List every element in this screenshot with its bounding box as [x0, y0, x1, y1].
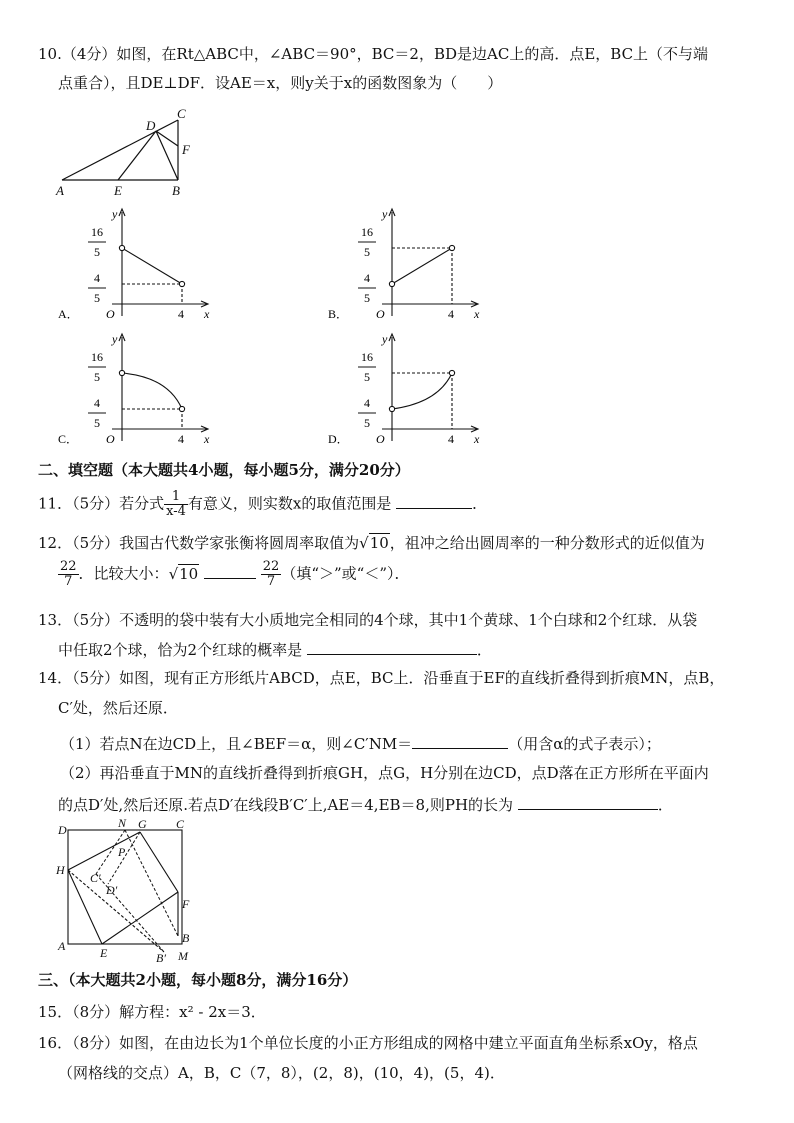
sq-label-P: P: [118, 845, 126, 859]
x-tick-label: 4: [178, 432, 184, 446]
graph-option-d: [328, 331, 488, 449]
sq-label-A: A: [58, 939, 66, 953]
q16-line2: （网格线的交点）A，B，C（7，8），(2，8)，(10，4)，(5，4)．: [58, 1064, 505, 1082]
y-tick-low-num: 4: [94, 396, 100, 410]
q10-line2: 点重合），且DE⊥DF．设AE＝x，则y关于x的函数图象为（ ）: [58, 74, 503, 92]
y-tick-top-num: 16: [91, 350, 103, 364]
q13-line1: 13．（5分）不透明的袋中装有大小质地完全相同的4个球，其中1个黄球、1个白球和2个红球．从袋: [38, 611, 698, 629]
q13-line2: [58, 638, 492, 660]
q14-sub1-tail: （用含α的式子表示）；: [508, 735, 661, 753]
q13-end: ．: [476, 641, 492, 659]
frac-num: 22: [60, 559, 77, 574]
sq-label-H: H: [56, 863, 65, 877]
q10-line1: 10.（4分）如图，在Rt△ABC中，∠ABC＝90°，BC＝2，BD是边AC上的高．点E，BC上（不与端: [38, 45, 709, 63]
sq-label-B: B: [182, 931, 190, 945]
sq-label-Cp: C′: [90, 871, 101, 885]
origin-label: O: [106, 432, 115, 446]
sq-label-D: D: [58, 823, 67, 837]
label-C: C: [177, 106, 186, 121]
frac-num: 22: [262, 559, 280, 574]
y-tick-top-num: 16: [361, 350, 373, 364]
q13-answer-blank[interactable]: [307, 638, 477, 655]
y-axis-label: y: [112, 332, 118, 346]
q11-answer-blank[interactable]: [396, 492, 472, 509]
graph-option-c: [58, 331, 218, 449]
q12-fraction-2: [261, 560, 282, 589]
sq-label-F: F: [182, 897, 190, 911]
y-axis-label: y: [382, 207, 388, 221]
q12-fraction: [58, 560, 79, 589]
x-axis-label: x: [474, 307, 480, 321]
radicand: 10: [369, 534, 389, 552]
q11: [38, 490, 487, 519]
q13-text: 中任取2个球，恰为2个红球的概率是: [58, 641, 303, 659]
option-label-b: B．: [328, 307, 349, 321]
q14-sub2-line2: [58, 793, 673, 815]
q14-line2: C′处，然后还原．: [58, 699, 178, 717]
x-axis-label: x: [204, 307, 210, 321]
graph-option-a: [58, 206, 218, 324]
y-tick-low-num: 4: [364, 396, 370, 410]
q12-line1: [38, 533, 705, 553]
q16-line1: 16．（8分）如图，在由边长为1个单位长度的小正方形组成的网格中建立平面直角坐标系xOy，格点: [38, 1034, 698, 1052]
q12-tail: （填“＞”或“＜”）．: [281, 564, 410, 583]
sqrt-10: √10: [359, 534, 389, 552]
q11-prefix: 11．（5分）若分式: [38, 494, 165, 513]
y-tick-top-den: 5: [94, 245, 100, 259]
graph-option-b: [328, 206, 488, 324]
q14-sub1-text: （1）若点N在边CD上，且∠BEF＝α，则∠C′NM＝: [60, 735, 413, 753]
q12-answer-blank[interactable]: [204, 562, 256, 579]
q11-fraction: [164, 490, 188, 519]
q14-sub1: [60, 732, 661, 754]
x-tick-label: 4: [448, 432, 454, 446]
q12-line2: [58, 560, 410, 589]
y-axis-label: y: [112, 207, 118, 221]
square-figure: [52, 814, 202, 964]
label-F: F: [182, 142, 190, 157]
q11-end: ．: [472, 494, 488, 513]
q15: 15．（8分）解方程：x² - 2x＝3．: [38, 1003, 266, 1021]
y-tick-top-den: 5: [364, 370, 370, 384]
sq-label-E: E: [100, 946, 108, 960]
label-D: D: [146, 118, 156, 133]
q11-suffix: 有意义，则实数x的取值范围是: [187, 494, 392, 513]
y-tick-low-den: 5: [94, 416, 100, 430]
section3-title: 三、（本大题共2小题，每小题8分，满分16分）: [38, 971, 358, 989]
q12-text-b: ，祖冲之给出圆周率的一种分数形式的近似值为: [389, 534, 705, 552]
label-E: E: [114, 183, 122, 198]
sq-label-Dp: D′: [106, 883, 118, 897]
x-axis-label: x: [204, 432, 210, 446]
y-tick-top-den: 5: [364, 245, 370, 259]
q12-text-a: 12．（5分）我国古代数学家张衡将圆周率取值为: [38, 534, 360, 552]
frac-num: 1: [164, 490, 188, 505]
option-label-a: A．: [58, 307, 79, 321]
section2-title: 二、填空题（本大题共4小题，每小题5分，满分20分）: [38, 461, 410, 479]
q14-sub2-text: 的点D′处,然后还原.若点D′在线段B′C′上,AE＝4,EB＝8,则PH的长为: [58, 796, 514, 814]
radicand: 10: [179, 564, 199, 583]
y-tick-top-den: 5: [94, 370, 100, 384]
q14-sub2-blank[interactable]: [518, 793, 658, 810]
origin-label: O: [106, 307, 115, 321]
sq-label-C: C: [176, 817, 185, 831]
sq-label-Bp: B′: [156, 951, 166, 964]
q12-compare: ．比较大小：: [78, 564, 169, 583]
y-tick-low-den: 5: [94, 291, 100, 305]
sq-label-G: G: [138, 817, 147, 831]
label-B: B: [172, 183, 180, 198]
y-tick-low-den: 5: [364, 291, 370, 305]
q14-line1: 14．（5分）如图，现有正方形纸片ABCD，点E，BC上．沿垂直于EF的直线折叠得到折痕MN，点B，: [38, 669, 725, 687]
frac-den: 7: [64, 574, 73, 589]
origin-label: O: [376, 432, 385, 446]
sq-label-N: N: [118, 816, 127, 830]
origin-label: O: [376, 307, 385, 321]
sqrt-10-b: √10: [168, 564, 199, 583]
triangle-figure: [50, 104, 210, 200]
option-label-c: C．: [58, 432, 79, 446]
y-axis-label: y: [382, 332, 388, 346]
y-tick-top-num: 16: [91, 225, 103, 239]
frac-den: x-4: [166, 504, 186, 519]
q14-sub2-line1: （2）再沿垂直于MN的直线折叠得到折痕GH，点G，H分别在边CD，点D落在正方形所在平面内: [60, 764, 709, 782]
y-tick-low-num: 4: [94, 271, 100, 285]
option-label-d: D．: [328, 432, 349, 446]
y-tick-low-den: 5: [364, 416, 370, 430]
q14-end: ．: [657, 796, 673, 814]
q14-sub1-blank[interactable]: [412, 732, 508, 749]
label-A: A: [56, 183, 64, 198]
x-tick-label: 4: [448, 307, 454, 321]
sq-label-M: M: [178, 949, 188, 963]
x-tick-label: 4: [178, 307, 184, 321]
frac-den: 7: [266, 574, 276, 589]
y-tick-low-num: 4: [364, 271, 370, 285]
x-axis-label: x: [474, 432, 480, 446]
y-tick-top-num: 16: [361, 225, 373, 239]
